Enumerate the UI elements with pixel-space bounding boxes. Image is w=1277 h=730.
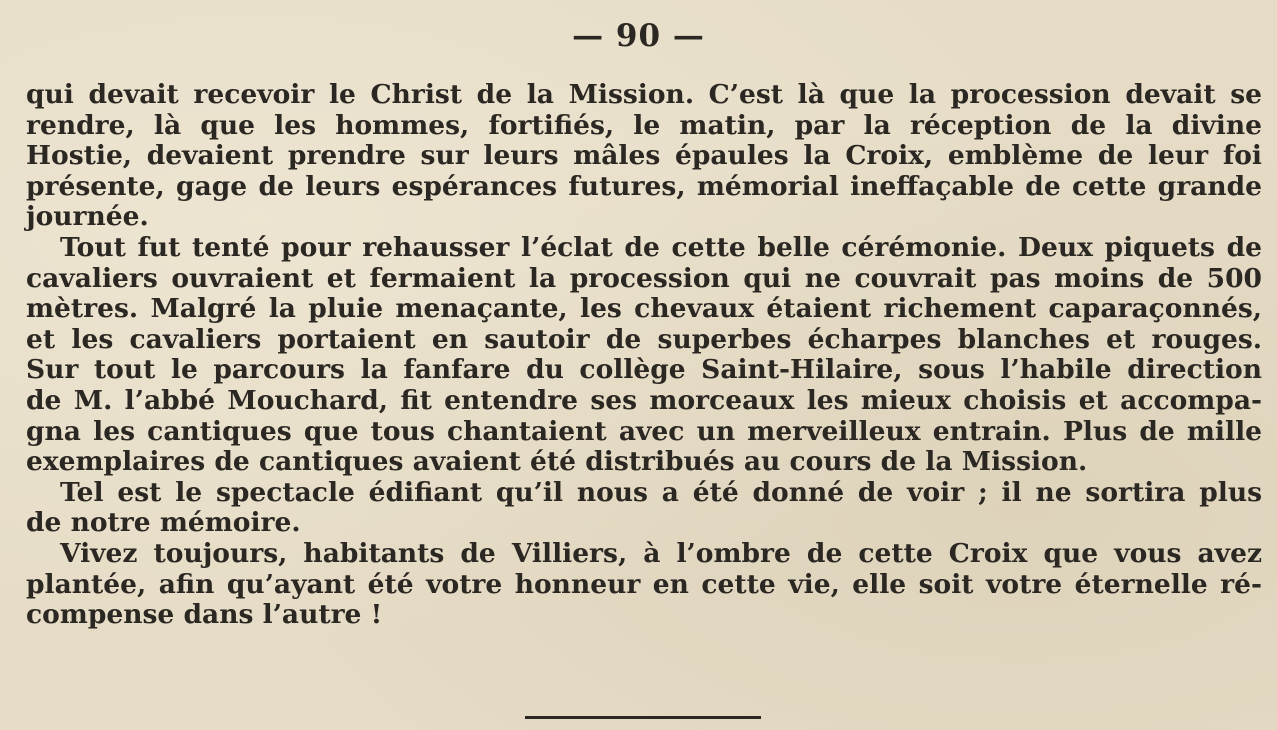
- text-line-16: Vivez toujours, habitants de Villiers, à l’ombre de cette Croix que vous avez: [60, 537, 1262, 569]
- text-line-5: journée.: [26, 201, 149, 233]
- page-number: — 90 —: [572, 18, 705, 54]
- text-line-12: gna les cantiques que tous chantaient avec un merveilleux entrain. Plus de mille: [26, 415, 1262, 447]
- text-line-8: mètres. Malgré la pluie menaçante, les chevaux étaient richement caparaçonnés,: [26, 293, 1262, 325]
- closing-rule: [525, 716, 761, 719]
- text-line-15: de notre mémoire.: [26, 507, 301, 539]
- text-line-14: Tel est le spectacle édifiant qu’il nous a été donné de voir ; il ne sortira plus: [60, 476, 1262, 508]
- text-line-3: Hostie, devaient prendre sur leurs mâles épaules la Croix, emblème de leur foi: [26, 140, 1262, 172]
- text-line-2: rendre, là que les hommes, fortifiés, le matin, par la réception de la divine: [26, 109, 1262, 141]
- text-line-4: présente, gage de leurs espérances futures, mémorial ineffaçable de cette grande: [26, 170, 1262, 202]
- text-line-10: Sur tout le parcours la fanfare du collège Saint-Hilaire, sous l’habile direction: [26, 354, 1262, 386]
- text-line-17: plantée, afin qu’ayant été votre honneur en cette vie, elle soit votre éternelle ré-: [26, 568, 1262, 600]
- text-line-6: Tout fut tenté pour rehausser l’éclat de cette belle cérémonie. Deux piquets de: [60, 231, 1262, 263]
- body-text: [26, 80, 1262, 631]
- text-line-9: et les cavaliers portaient en sautoir de superbes écharpes blanches et rouges.: [26, 323, 1262, 355]
- text-line-18: compense dans l’autre !: [26, 599, 383, 631]
- text-line-1: qui devait recevoir le Christ de la Mission. C’est là que la procession devait se: [26, 79, 1262, 110]
- text-line-7: cavaliers ouvraient et fermaient la procession qui ne couvrait pas moins de 500: [26, 262, 1262, 294]
- text-line-11: de M. l’abbé Mouchard, fit entendre ses morceaux les mieux choisis et accompa-: [26, 384, 1262, 416]
- text-line-13: exemplaires de cantiques avaient été distribués au cours de la Mission.: [26, 446, 1088, 478]
